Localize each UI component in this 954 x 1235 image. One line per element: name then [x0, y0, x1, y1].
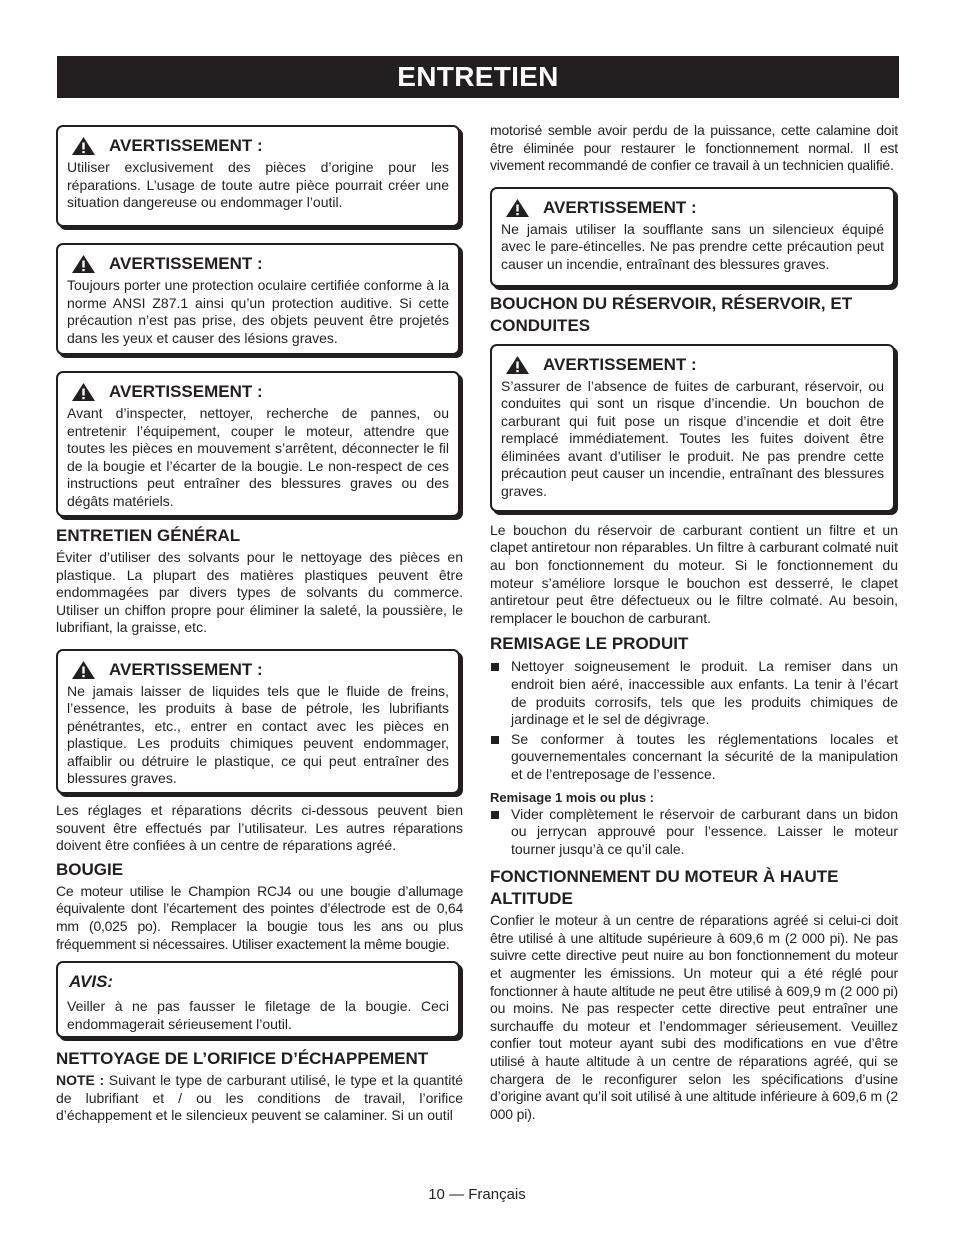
warning-triangle-icon [505, 198, 530, 218]
list-item: Vider complètement le réservoir de carburant dans un bidon ou jerrycan approuvé pour l’essence. Laisser le moteur tourner jusqu’à ce qu’il cale. [490, 806, 898, 859]
warning-heading: AVERTISSEMENT : [71, 382, 449, 402]
storage-list [490, 658, 898, 783]
page-title: ENTRETIEN [57, 56, 899, 98]
note-label: NOTE : [56, 1072, 105, 1089]
storage-sub-list [490, 806, 898, 859]
section-heading-altitude: FONCTIONNEMENT DU MOTEUR À HAUTE ALTITUDE [490, 867, 839, 909]
bougie-paragraph: Ce moteur utilise le Champion RCJ4 ou une bougie d’allumage équivalente dont l’écartement des pointes d’électrode est de 0,64 mm (0,025 po). Remplacer la bougie tous les ans ou plus fréquemment si nécessaires. Utiliser exactement la même bougie. [56, 882, 463, 952]
warning-heading: AVERTISSEMENT : [71, 660, 449, 680]
altitude-paragraph: Confier le moteur à un centre de réparations agréé si celui-ci doit être utilisé à une altitude supérieure à 609,6 m (2 000 pi). Ne pas suivre cette directive peut nuire au bon fonctionnement du moteur et augmenter les émissions. Un moteur qui a été réglé pour fonctionner à haute altitude ne peut être utilisé à 609,9 m (2 000 pi) ou moins. Ne pas respecter cette directive peut entraîner une surchauffe du moteur et l’endommager sérieusement. Veuillez confier tout moteur ayant subi des modifications en vue d’être utilisé à haute altitude à un centre de réparations agréé, qui se chargera de le reconfigurer selon les spécifications d’usine d’origine avant qu’il soit utilisé à une altitude inférieure à 609,6 m (2 000 pi). [490, 912, 898, 1122]
warning-heading: AVERTISSEMENT : [71, 136, 449, 156]
section-heading-storage: REMISAGE LE PRODUIT [490, 634, 689, 654]
warning-box [56, 125, 460, 227]
warning-heading: AVERTISSEMENT : [505, 198, 884, 218]
notice-box [56, 961, 460, 1038]
warning-text: Avant d’inspecter, nettoyer, recherche de pannes, ou entretenir l’équipement, couper le moteur, attendre que toutes les pièces en mouvement s’arrêtent, déconnecter le fil de la bougie et l’écarter de la bougie. Le non-respect de ces instructions peut entraîner des blessures graves ou des dégâts matériels. [67, 405, 449, 509]
notice-text: Veiller à ne pas fausser le filetage de la bougie. Ceci endommagerait sérieusement l’outil. [67, 998, 449, 1032]
warning-box [56, 649, 460, 794]
warning-heading: AVERTISSEMENT : [505, 355, 884, 375]
warning-triangle-icon [71, 382, 96, 402]
list-item: Nettoyer soigneusement le produit. La remiser dans un endroit bien aéré, inaccessible aux enfants. La tenir à l’écart de produits corrosifs, tels que les produits chimiques de jardinage et le sel de dégivrage. [490, 658, 898, 728]
adjustments-paragraph: Les réglages et réparations décrits ci-dessous peuvent bien souvent être effectués par l’utilisateur. Les autres réparations doivent être confiées à un centre de réparations agréé. [56, 801, 463, 854]
warning-text: Ne jamais utiliser la soufflante sans un silencieux équipé avec le pare-étincelles. Ne pas prendre cette précaution peut causer un incendie, entraînant des blessures graves. [501, 220, 884, 272]
tank-paragraph: Le bouchon du réservoir de carburant contient un filtre et un clapet antiretour non réparables. Un filtre à carburant colmaté nuit au bon fonctionnement du moteur. Si le fonctionnement du moteur s’améliore lorsque le bouchon est desserré, le clapet antiretour peut être défectueux ou le filtre colmaté. Au besoin, remplacer le bouchon de carburant. [490, 521, 898, 626]
warning-triangle-icon [71, 136, 96, 156]
exhaust-text: Suivant le type de carburant utilisé, le type et la quantité de lubrifiant et / ou les conditions de travail, l’orifice d’échappement et le silencieux peuvent se calaminer. Si un outil [56, 1072, 463, 1124]
warning-heading: AVERTISSEMENT : [71, 254, 449, 274]
warning-box [56, 371, 460, 517]
warning-text: Utiliser exclusivement des pièces d’origine pour les réparations. L’usage de toute autre pièce pourrait créer une situation dangereuse ou endommager l’outil. [67, 159, 449, 210]
left-column [56, 125, 463, 1125]
warning-triangle-icon [71, 254, 96, 274]
notice-heading: AVIS: [69, 972, 114, 992]
storage-subheading: Remisage 1 mois ou plus : [490, 789, 654, 805]
general-paragraph: Éviter d’utiliser des solvants pour le nettoyage des pièces en plastique. La plupart des matières plastiques peuvent être endommagées par divers types de solvants du commerce. Utiliser un chiffon propre pour éliminer la saleté, la poussière, le lubrifiant, la graisse, etc. [56, 549, 463, 636]
list-item: Se conformer à toutes les réglementations locales et gouvernementales concernant la sécurité de la manipulation et de l’entreposage de l’essence. [490, 731, 898, 784]
warning-text: Toujours porter une protection oculaire certifiée conforme à la norme ANSI Z87.1 ainsi qu’un protection auditive. Si cette précaution n’est pas prise, des objets peuvent être projetés dans les yeux et causer des lésions graves. [67, 277, 449, 346]
section-heading-exhaust: NETTOYAGE DE L’ORIFICE D’ÉCHAPPEMENT [56, 1049, 429, 1069]
warning-text: S’assurer de l’absence de fuites de carburant, réservoir, ou conduites qui sont un risque d’incendie. Un bouchon de carburant qui fuit pose un risque d’incendie et doit être remplacé immédiatement. Toutes les fuites doivent être éliminées avant d’utiliser le produit. Ne pas prendre cette précaution peut causer un incendie, entraînant des blessures graves. [501, 377, 884, 499]
right-column [490, 122, 898, 1123]
section-heading-general: ENTRETIEN GÉNÉRAL [56, 526, 241, 545]
warning-text: Ne jamais laisser de liquides tels que le fluide de freins, l’essence, les produits à base de pétrole, les lubrifiants pénétrantes, etc., entrer en contact avec les pièces en plastique. Les produits chimiques peuvent endommager, affaiblir ou détruire le plastique, ce qui peut entraîner des blessures graves. [67, 682, 449, 787]
warning-box [56, 243, 460, 355]
warning-box [490, 344, 895, 512]
warning-box [490, 187, 895, 287]
page-footer: 10 — Français [428, 1186, 526, 1203]
warning-triangle-icon [71, 660, 96, 680]
section-heading-tank: BOUCHON DU RÉSERVOIR, RÉSERVOIR, ET CONDUITES [490, 293, 853, 335]
warning-triangle-icon [505, 355, 530, 375]
exhaust-continued-paragraph: motorisé semble avoir perdu de la puissance, cette calamine doit être éliminée pour restaurer le fonctionnement normal. Il est vivement recommandé de confier ce travail à un technicien qualifié. [490, 122, 898, 174]
section-heading-bougie: BOUGIE [56, 859, 124, 879]
exhaust-paragraph [56, 1072, 463, 1125]
